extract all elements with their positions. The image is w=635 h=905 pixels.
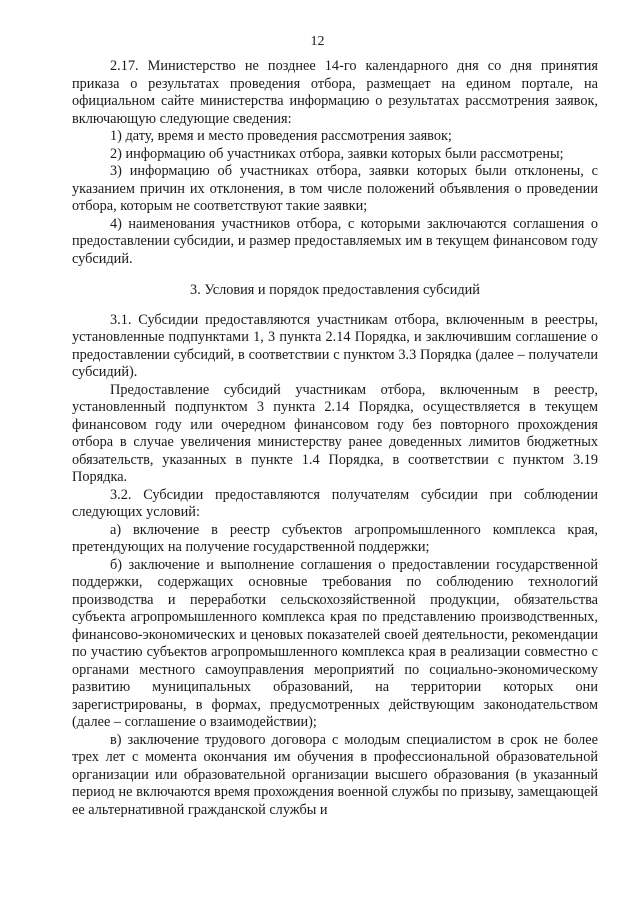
paragraph-2-17: 2.17. Министерство не позднее 14-го календарного дня со дня принятия приказа о результатах проведения отбора, размещает на едином портале, на официальном сайте министерства информацию о результатах рассмотрения заявок, включающую следующие сведения:: [72, 58, 598, 127]
condition-v: в) заключение трудового договора с молодым специалистом в срок не более трех лет с момента окончания им обучения в профессиональной образовательной организации или образовательной организации высшего образования (в указанный период не включаются время прохождения военной службы по призыву, замещающей ее альтернативной гражданской службы и: [72, 731, 598, 818]
list-item-4: 4) наименования участников отбора, с которыми заключаются соглашения о предоставлении субсидии, и размер предоставляемых им в текущем финансовом году субсидий.: [72, 215, 598, 267]
paragraph-3-1: 3.1. Субсидии предоставляются участникам отбора, включенным в реестры, установленные подпунктами 1, 3 пункта 2.14 Порядка, и заключившим соглашение о предоставлении субсидий, в соответствии с пунктом 3.3 Порядка (далее – получатели субсидий).: [72, 311, 598, 380]
section-heading: 3. Условия и порядок предоставления субсидий: [190, 282, 480, 298]
list-item-3: 3) информацию об участниках отбора, заявки которых были отклонены, с указанием причин их отклонения, в том числе положений объявления о проведении отбора, которым не соответствуют такие заявки;: [72, 163, 598, 214]
condition-b: б) заключение и выполнение соглашения о предоставлении государственной поддержки, содержащих основные требования по соблюдению технологий производства и переработки сельскохозяйственной продукции, обязательства субъекта агропромышленного комплекса края по представлению производственных, финансово-экономических и ценовых показателей своей деятельности, рекомендации по участию субъектов агропромышленного комплекса края в реализации совместно с органами местного самоуправления мероприятий по социально-экономическому развитию муниципальных образований, на территории которых они зарегистрированы, в формах, предусмотренных действующим законодательством (далее – соглашение о взаимодействии);: [72, 556, 598, 730]
document-body: [72, 58, 598, 819]
page-number: 12: [310, 34, 325, 49]
paragraph-provision: Предоставление субсидий участникам отбора, включенным в реестр, установленный подпунктом 3 пункта 2.14 Порядка, осуществляется в текущем финансовом году или очередном финансовом году без повторного прохождения отбора в случае увеличения министерству ранее доведенных лимитов бюджетных обязательств, указанных в пункте 1.4 Порядка, в соответствии с пунктом 3.19 Порядка.: [72, 381, 598, 485]
list-item-2: 2) информацию об участниках отбора, заявки которых были рассмотрены;: [110, 145, 564, 162]
list-item-1: 1) дату, время и место проведения рассмотрения заявок;: [110, 128, 452, 144]
condition-a: а) включение в реестр субъектов агропромышленного комплекса края, претендующих на получение государственной поддержки;: [72, 521, 598, 555]
paragraph-3-2: 3.2. Субсидии предоставляются получателям субсидии при соблюдении следующих условий:: [72, 486, 598, 520]
